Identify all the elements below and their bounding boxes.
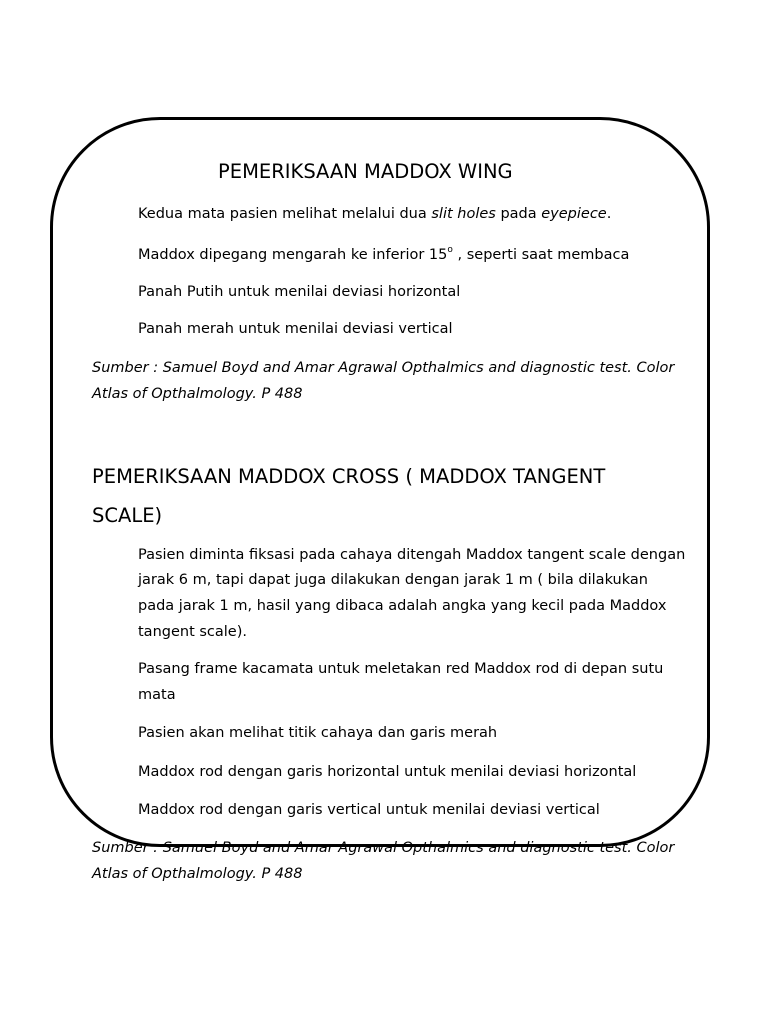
section1-line3: Panah Putih untuk menilai deviasi horizontal	[138, 284, 461, 300]
section2-source-line1: Sumber : Samuel Boyd and Amar Agrawal Opthalmics and diagnostic test. Color	[92, 840, 675, 856]
section2-source-line2: Atlas of Opthalmology. P 488	[92, 866, 303, 882]
section2-para1-line1: Pasien diminta fiksasi pada cahaya ditengah Maddox tangent scale dengan	[138, 547, 686, 563]
line1-text-b: slit holes	[431, 206, 496, 222]
line1-text-c: pada	[495, 206, 542, 222]
section1-source-line1: Sumber : Samuel Boyd and Amar Agrawal Opthalmics and diagnostic test. Color	[92, 360, 675, 376]
section2-para5: Maddox rod dengan garis vertical untuk menilai deviasi vertical	[138, 802, 600, 818]
section1-source-line2: Atlas of Opthalmology. P 488	[92, 386, 303, 402]
degree-mark: o	[447, 245, 453, 255]
line1-text-d: eyepiece	[541, 206, 607, 222]
section2-para1-line4: tangent scale).	[138, 624, 247, 640]
line2-text-b: , seperti saat membaca	[452, 247, 630, 263]
section2-para4: Maddox rod dengan garis horizontal untuk menilai deviasi horizontal	[138, 764, 637, 780]
line1-text-e: .	[606, 206, 612, 222]
line1-text-a: Kedua mata pasien melihat melalui dua	[138, 206, 432, 222]
line2-text-a: Maddox dipegang mengarah ke inferior 15	[138, 247, 448, 263]
section1-line4: Panah merah untuk menilai deviasi vertical	[138, 321, 453, 337]
section1-line2	[138, 245, 629, 263]
section2-title-line2: SCALE)	[92, 504, 163, 527]
section2-title-line1: PEMERIKSAAN MADDOX CROSS ( MADDOX TANGENT	[92, 465, 606, 488]
section2-para2-line2: mata	[138, 687, 176, 703]
section2-para1-line2: jarak 6 m, tapi dapat juga dilakukan dengan jarak 1 m ( bila dilakukan	[138, 572, 648, 588]
section1-line1	[138, 206, 611, 222]
section2-para1-line3: pada jarak 1 m, hasil yang dibaca adalah angka yang kecil pada Maddox	[138, 598, 667, 614]
section2-para3: Pasien akan melihat titik cahaya dan garis merah	[138, 725, 498, 741]
section1-title: PEMERIKSAAN MADDOX WING	[218, 160, 513, 183]
section2-para2-line1: Pasang frame kacamata untuk meletakan red Maddox rod di depan sutu	[138, 661, 664, 677]
